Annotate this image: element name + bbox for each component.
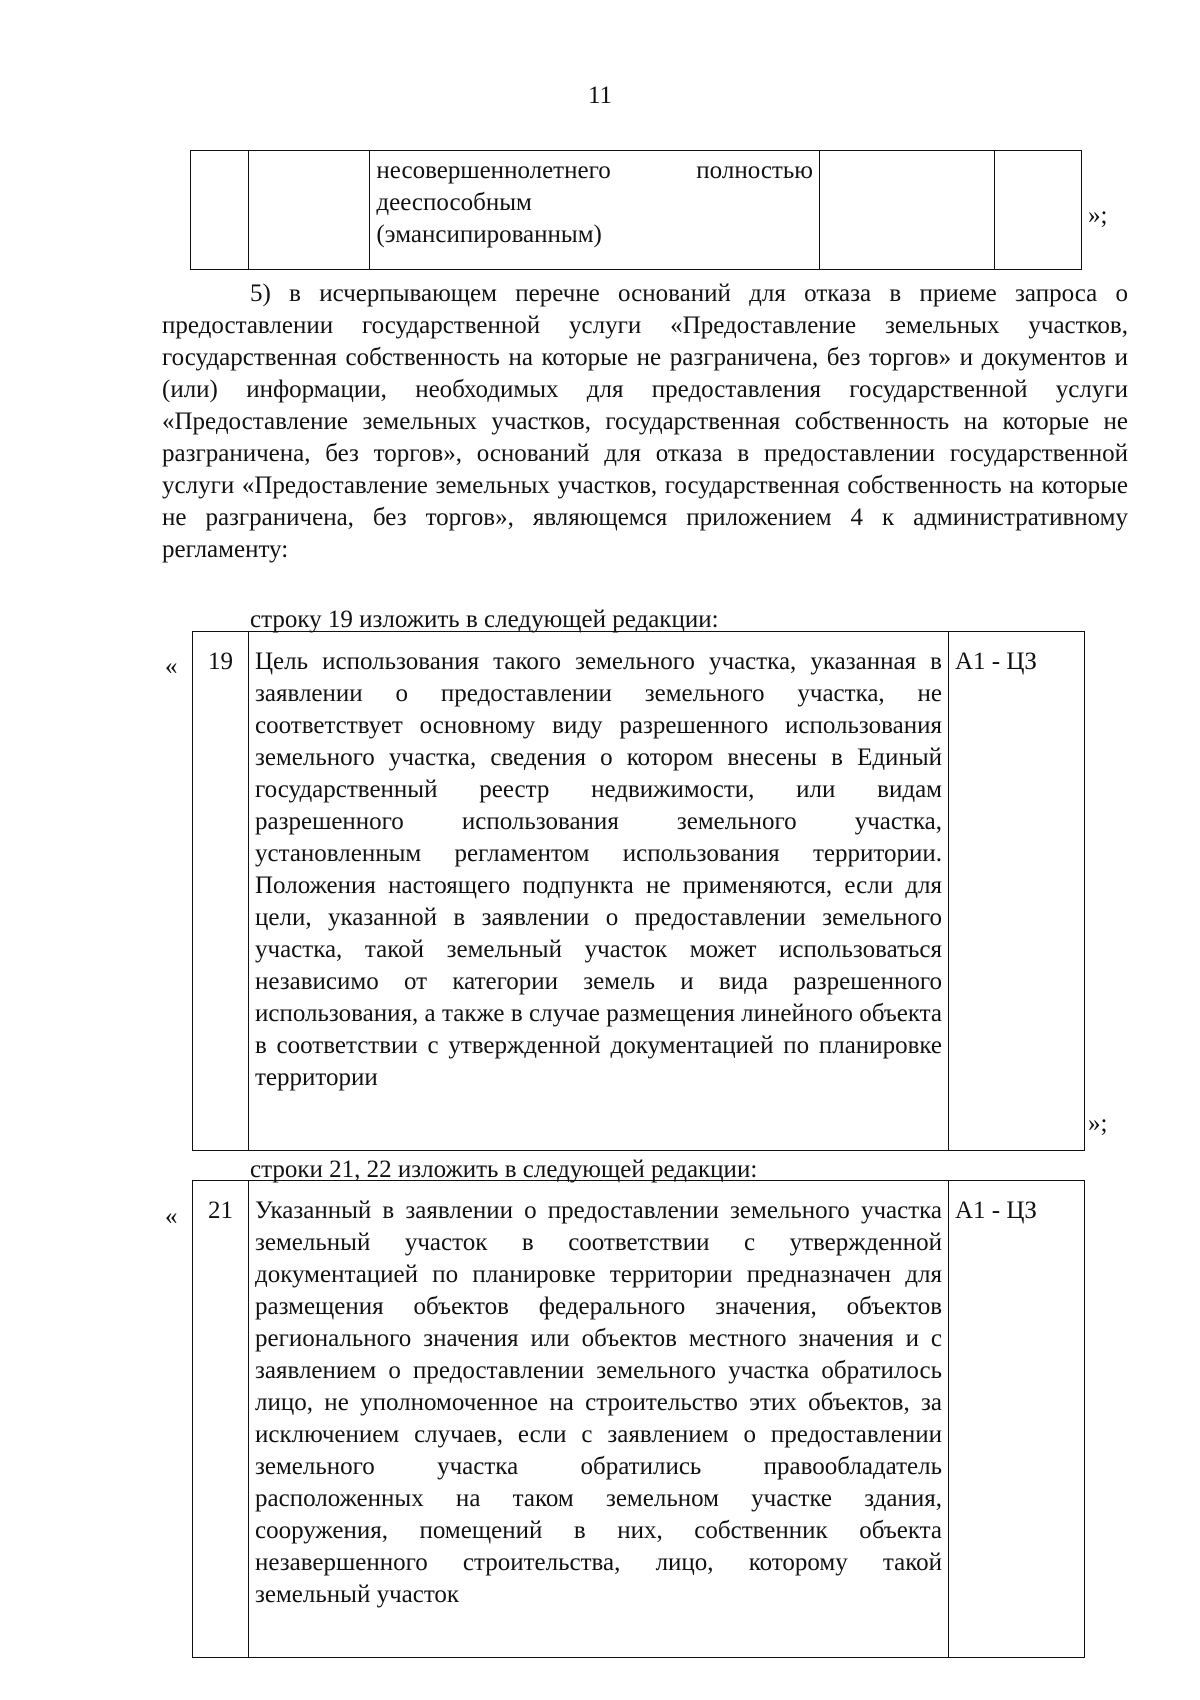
- top-table-cell-5: [995, 151, 1082, 270]
- amendment-paragraph: [162, 278, 1128, 566]
- top-table-close-quote: »;: [1088, 202, 1108, 229]
- row21-text: [249, 1181, 949, 1658]
- row19-text-body: Цель использования такого земельного участка, указанная в заявлении о предоставлении земельного участка, не соответствует основному виду разрешенного использования земельного участка, сведения о котором внесены в Единый государственный реестр недвижимости, или видам разрешенного использования земельного участка, установленным регламентом использования территории. Положения настоящего подпункта не применяются, если для цели, указанной в заявлении о предоставлении земельного участка, такой земельный участок может использоваться независимо от категории земель и вида разрешенного использования, а также в случае размещения линейного объекта в соответствии с утвержденной документацией по планировке территории: [255, 648, 942, 1091]
- top-table-line-1: несовершеннолетнего полностью: [376, 157, 813, 184]
- row19-open-quote: «: [165, 653, 178, 680]
- top-table-cell-text: [370, 151, 820, 270]
- amendment-paragraph-text: 5) в исчерпывающем перечне оснований для отказа в приеме запроса о предоставлении государственной услуги «Предоставление земельных участков, государственная собственность на которые не разграничена, без торгов» и документов и (или) информации, необходимых для предоставления государственной услуги «Предоставление земельных участков, государственная собственность на которые не разграничена, без торгов», оснований для отказа в предоставлении государственной услуги «Предоставление земельных участков, государственная собственность на которые не разграничена, без торгов», являющемся приложением 4 к административному регламенту:: [162, 280, 1128, 563]
- top-table-cell-2: [249, 151, 370, 270]
- top-table: [190, 150, 1082, 270]
- top-table-line-3: (эмансипированным): [376, 221, 602, 248]
- row21-code: А1 - ЦЗ: [949, 1181, 1085, 1658]
- row21-open-quote: «: [165, 1203, 178, 1230]
- row19-text: [249, 632, 949, 1151]
- top-table-cell-4: [819, 151, 994, 270]
- page-number: 11: [587, 82, 613, 109]
- instruction-row-19: строку 19 изложить в следующей редакции:: [250, 606, 719, 633]
- row21-text-body: Указанный в заявлении о предоставлении земельного участка земельный участок в соответствии с утвержденной документацией по планировке территории предназначен для размещения объектов федерального значения, объектов регионального значения или объектов местного значения и с заявлением о предоставлении земельного участка обратилось лицо, не уполномоченное на строительство этих объектов, за исключением случаев, если с заявлением о предоставлении земельного участка обратились правообладатель расположенных на таком земельном участке здания, сооружения, помещений в них, собственник объекта незавершенного строительства, лицо, которому такой земельный участок: [255, 1197, 942, 1608]
- row21-number: 21: [193, 1181, 249, 1658]
- row19-table: [192, 631, 1085, 1151]
- top-table-line-2: дееспособным: [376, 189, 532, 216]
- row19-close-quote: »;: [1088, 1110, 1108, 1137]
- row21-table: [192, 1180, 1085, 1658]
- instruction-rows-21-22: строки 21, 22 изложить в следующей редакции:: [250, 1156, 758, 1183]
- row19-code: А1 - ЦЗ: [949, 632, 1085, 1151]
- row19-number: 19: [193, 632, 249, 1151]
- top-table-cell-1: [191, 151, 249, 270]
